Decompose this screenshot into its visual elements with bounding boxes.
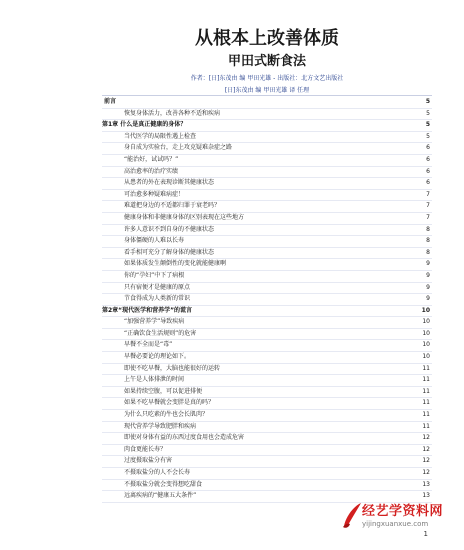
toc-entry-label[interactable]: “正确饮食生活规则”的危害 (124, 329, 197, 337)
toc-entry-row[interactable] (102, 225, 432, 237)
toc-entry-label[interactable]: 远离疾病的“健康五大条件” (124, 492, 197, 500)
toc-page-number: 11 (422, 399, 430, 407)
toc-entry-row[interactable] (102, 155, 432, 167)
watermark-url: yijingxuanxue.com (362, 520, 429, 528)
toc-page-number: 8 (426, 237, 430, 245)
toc-entry-label[interactable]: 身体僵硬的人难以长寿 (124, 237, 185, 245)
toc-entry-row[interactable] (102, 480, 432, 492)
toc-page-number: 9 (426, 283, 430, 291)
toc-entry-label[interactable]: 如果持续空腹，可以促进排便 (124, 387, 203, 395)
toc-entry-label[interactable]: 节食得成为人类新的常识 (124, 295, 191, 303)
brush-logo-icon (340, 500, 364, 530)
toc-page-number: 5 (426, 132, 430, 140)
toc-entry-label[interactable]: 早餐不全而是“毒” (124, 341, 173, 349)
toc-entry-label[interactable]: 从患者的外在表现诊断其健康状态 (124, 179, 215, 187)
toc-entry-row[interactable] (102, 410, 432, 422)
toc-entry-label[interactable]: 为什么只吃素的牛也会长肌肉？ (124, 411, 209, 419)
toc-entry-label[interactable]: 过度摄取盐分有害 (124, 457, 173, 465)
toc-entry-row[interactable] (102, 375, 432, 387)
site-watermark (340, 494, 464, 550)
toc-section-row[interactable] (102, 120, 432, 132)
toc-page-number: 12 (422, 457, 430, 465)
toc-entry-label[interactable]: “能治好，试试吗？” (124, 155, 179, 163)
toc-entry-label[interactable]: 难道把身边的不适都归罪于衰老吗？ (124, 202, 221, 210)
toc-entry-label[interactable]: 你的“孕妇”中下了病根 (124, 271, 185, 279)
toc-entry-label[interactable]: 早餐必要论的理论如下。 (124, 353, 191, 361)
toc-page-number: 6 (426, 167, 430, 175)
translator-line[interactable]: [日]东茂由 编 甲田光雄 译 任理 (224, 87, 310, 94)
toc-page-number: 6 (426, 144, 430, 152)
toc-page-number: 7 (426, 213, 430, 221)
toc-page-number: 9 (426, 271, 430, 279)
toc-entry-label[interactable]: 健康身体和非健康身体的区别表现在这些地方 (124, 213, 245, 221)
toc-entry-row[interactable] (102, 445, 432, 457)
toc-entry-label[interactable]: 第2章“现代医学和营养学”的谎言 (102, 306, 193, 314)
toc-page-number: 9 (426, 295, 430, 303)
toc-page-number: 12 (422, 469, 430, 476)
watermark-brand: 经艺学资料网 (362, 504, 444, 519)
toc-entry-label[interactable]: 前言 (104, 98, 117, 105)
toc-entry-row[interactable] (102, 109, 432, 121)
toc-entry-label[interactable]: 肉食更能长寿？ (124, 445, 167, 453)
toc-entry-row[interactable] (102, 248, 432, 260)
toc-entry-label[interactable]: 上午是人体排泄的时间 (124, 376, 185, 384)
toc-page-number: 6 (426, 155, 430, 163)
toc-entry-row[interactable] (102, 132, 432, 144)
toc-page-number: 12 (422, 434, 430, 442)
toc-page-number: 5 (425, 121, 430, 129)
toc-page-number: 6 (426, 179, 430, 187)
toc-entry-label[interactable]: 即使对身体有益的东西过度食用也会造成危害 (124, 434, 245, 442)
toc-entry-label[interactable]: 不摄取盐分就会变得想吃甜食 (124, 480, 203, 488)
toc-entry-label[interactable]: 看手相可充分了解身体的健康状态 (124, 248, 215, 256)
author-publisher-line[interactable]: 作者：[日]东茂由 编 甲田光雄 - 出版社：北方文艺出版社 (190, 75, 344, 82)
toc-entry-label[interactable]: 第1章 什么是真正健康的身体？ (102, 121, 187, 129)
toc-entry-row[interactable] (102, 178, 432, 190)
toc-entry-row[interactable] (102, 456, 432, 468)
toc-page-number: 12 (422, 445, 430, 453)
toc-entry-row[interactable] (102, 364, 432, 376)
toc-page-number: 13 (422, 480, 430, 488)
toc-entry-label[interactable]: 身自成为实验台，走上攻克疑难杂症之路 (124, 144, 233, 152)
document-page (102, 6, 432, 542)
toc-entry-row[interactable] (102, 283, 432, 295)
toc-page-number: 8 (426, 225, 430, 233)
toc-page-number: 11 (422, 376, 430, 384)
toc-page-number: 11 (422, 411, 430, 419)
toc-page-number: 10 (422, 341, 430, 349)
toc-page-number: 7 (426, 202, 430, 210)
toc-page-number: 10 (421, 306, 430, 314)
toc-entry-label[interactable]: “加强营养学”导致疾病 (124, 318, 185, 326)
toc-page-number: 11 (422, 387, 430, 395)
toc-entry-row[interactable] (102, 468, 432, 480)
toc-entry-row[interactable] (102, 236, 432, 248)
toc-page-number: 10 (422, 329, 430, 337)
toc-entry-row[interactable] (102, 213, 432, 225)
toc-page-number: 8 (426, 248, 430, 256)
document-title: 从根本上改善体质 (195, 28, 339, 49)
toc-page-number: 7 (426, 190, 430, 198)
toc-section-row[interactable] (102, 306, 432, 318)
toc-entry-label[interactable]: 只有宿便才是健康的原点 (124, 283, 191, 291)
table-of-contents (102, 97, 432, 503)
header-divider (102, 95, 432, 96)
toc-page-number: 9 (426, 260, 430, 268)
document-subtitle: 甲田式断食法 (227, 54, 306, 69)
toc-entry-label[interactable]: 如果不吃早餐就会变胖是真的吗？ (124, 399, 215, 407)
toc-entry-label[interactable]: 可治愈多种疑难病症！ (124, 190, 185, 198)
toc-entry-row[interactable] (102, 201, 432, 213)
toc-entry-label[interactable]: 许多人意识不到自身的不健康状态 (124, 225, 215, 233)
toc-entry-label[interactable]: 恢复身体活力，改善各种不适和疾病 (124, 109, 221, 117)
toc-entry-row[interactable] (102, 294, 432, 306)
toc-entry-row[interactable] (102, 143, 432, 155)
toc-entry-row[interactable] (102, 190, 432, 202)
toc-entry-label[interactable]: 现代营养学导致肥胖和疾病 (124, 422, 197, 430)
toc-entry-label[interactable]: 不摄取盐分的人不会长寿 (124, 469, 191, 476)
toc-entry-row[interactable] (102, 167, 432, 179)
toc-entry-row[interactable] (102, 422, 432, 434)
toc-entry-row[interactable] (102, 352, 432, 364)
toc-entry-row[interactable] (102, 340, 432, 352)
toc-page-number: 11 (422, 422, 430, 430)
toc-page-number: 10 (422, 353, 430, 361)
page-number: 1 (423, 530, 428, 538)
toc-page-number: 10 (422, 318, 430, 326)
toc-page-number: 13 (422, 492, 430, 500)
toc-entry-label[interactable]: 即使不吃早餐，大脑也能很好的运转 (124, 364, 221, 372)
toc-entry-label[interactable]: 高治愈率的治疗实绩 (124, 167, 179, 175)
toc-entry-row[interactable] (102, 271, 432, 283)
toc-section-row[interactable] (102, 97, 432, 109)
toc-entry-row[interactable] (102, 259, 432, 271)
toc-entry-label[interactable]: 如果体质发生颠倒性的变化就能健康啊 (124, 260, 227, 268)
toc-entry-row[interactable] (102, 433, 432, 445)
toc-page-number: 5 (425, 98, 430, 105)
toc-page-number: 11 (422, 364, 430, 372)
toc-entry-row[interactable] (102, 317, 432, 329)
toc-entry-row[interactable] (102, 398, 432, 410)
toc-entry-row[interactable] (102, 387, 432, 399)
toc-entry-label[interactable]: 当代医学的局限性遇上检查 (124, 132, 197, 140)
toc-page-number: 5 (426, 109, 430, 117)
toc-entry-row[interactable] (102, 329, 432, 341)
